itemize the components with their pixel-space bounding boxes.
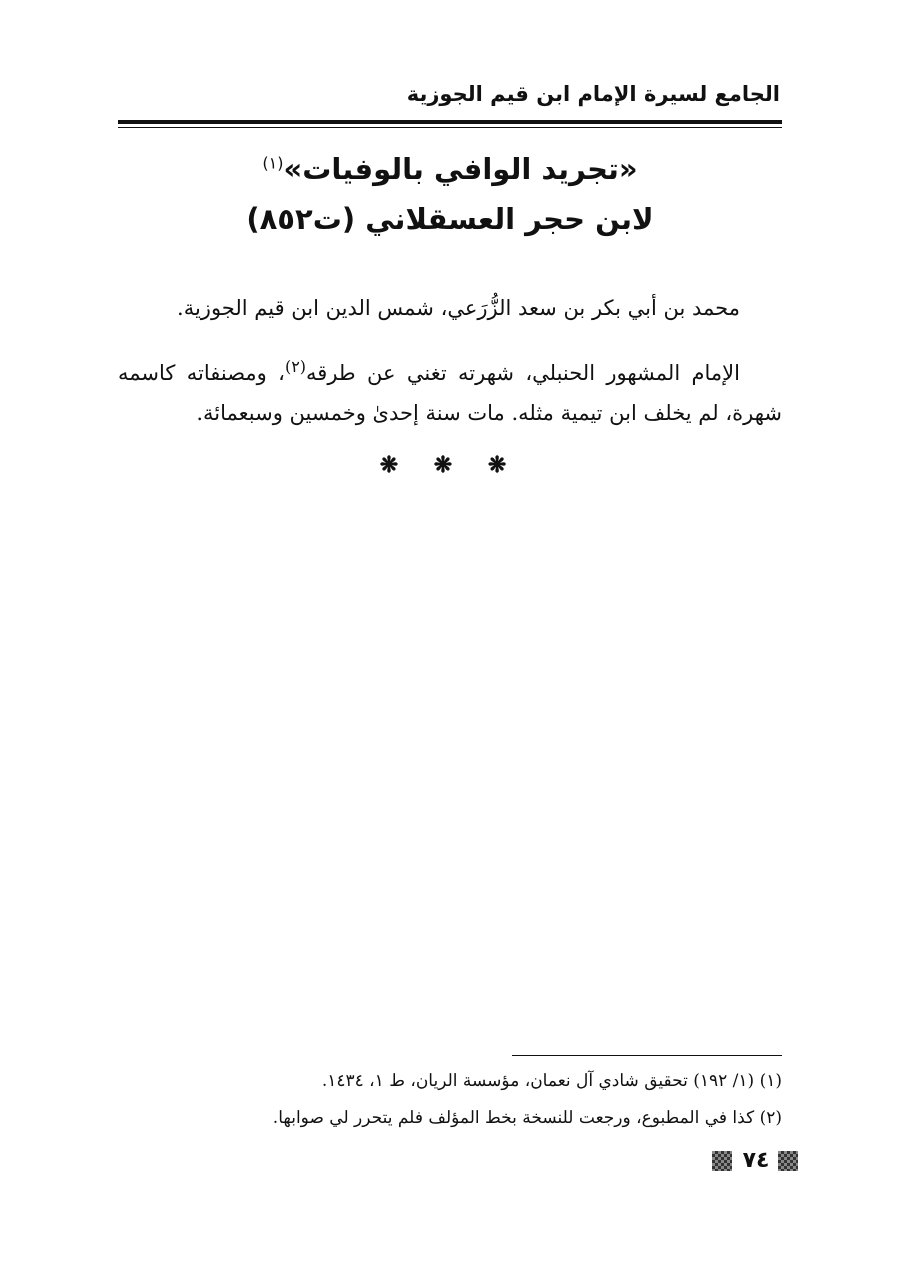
footnote-marker-1: (١) bbox=[262, 153, 284, 173]
footnote-marker-2: (٢) bbox=[284, 357, 307, 376]
ornament-left-icon bbox=[712, 1151, 732, 1171]
body-paragraph-2 bbox=[118, 347, 782, 433]
footnote-rule bbox=[512, 1055, 782, 1056]
chapter-title-line-1 bbox=[118, 152, 782, 186]
ornament-right-icon bbox=[778, 1151, 798, 1171]
body-paragraph-2-part-a: الإمام المشهور الحنبلي، شهرته تغني عن طرقه bbox=[306, 361, 740, 385]
page-folio bbox=[712, 1148, 802, 1176]
footnote-2: (٢) كذا في المطبوع، ورجعت للنسخة بخط المؤلف فلم يتحرر لي صوابها. bbox=[272, 1108, 782, 1128]
chapter-title-text: «تجريد الوافي بالوفيات» bbox=[283, 152, 638, 186]
section-separator: ❋ ❋ ❋ bbox=[379, 452, 521, 478]
footnote-1: (١) (١/ ١٩٢) تحقيق شادي آل نعمان، مؤسسة الريان، ط ١، ١٤٣٤. bbox=[321, 1071, 782, 1091]
running-header: الجامع لسيرة الإمام ابن قيم الجوزية bbox=[406, 82, 780, 106]
header-rule-thin bbox=[118, 127, 782, 128]
body-paragraph-1: محمد بن أبي بكر بن سعد الزُّرَعي، شمس الدين ابن قيم الجوزية. bbox=[177, 296, 740, 320]
page-number: ٧٤ bbox=[742, 1148, 770, 1173]
header-rule-thick bbox=[118, 120, 782, 124]
body-paragraph-2-part-b: ، ومصنفاته كاسمه شهرة، لم يخلف ابن تيمية مثله. مات سنة إحدىٰ وخمسين وسبعمائة. bbox=[118, 361, 782, 425]
chapter-title-line-2: لابن حجر العسقلاني (ت٨٥٢) bbox=[246, 202, 654, 236]
